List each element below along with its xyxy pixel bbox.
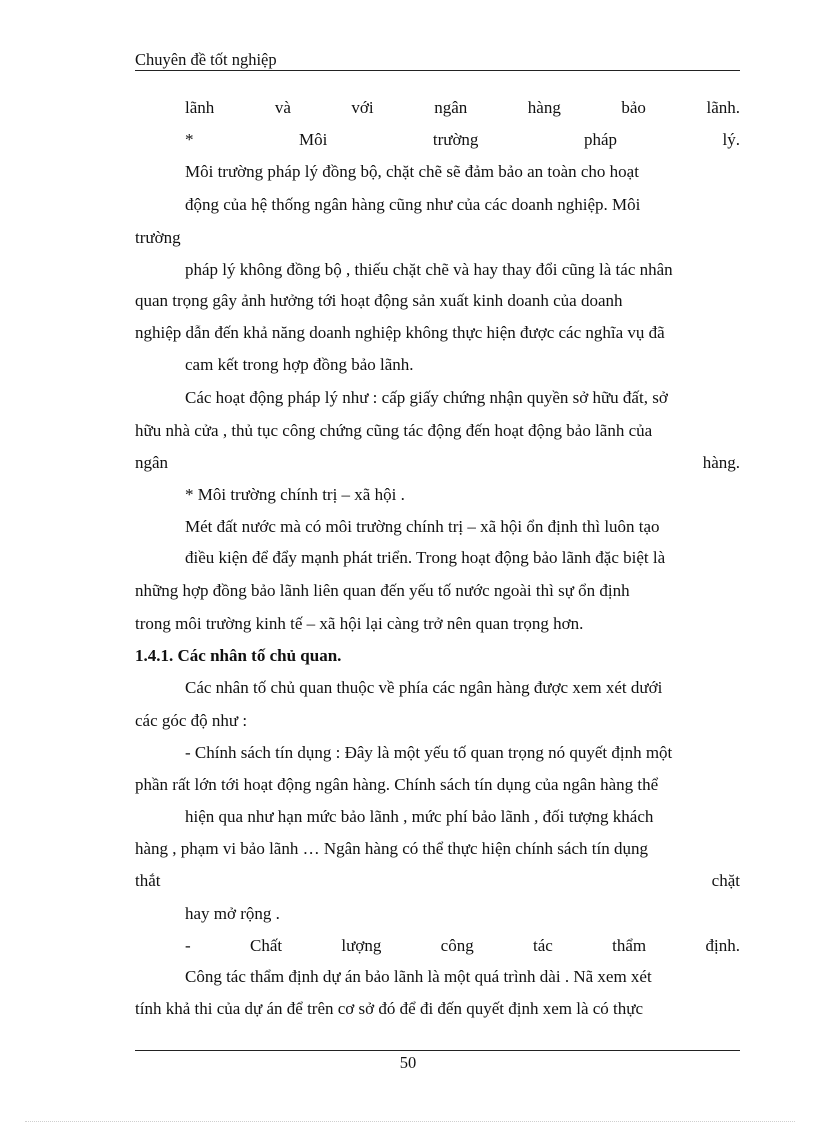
text-line: hay mở rộng .	[185, 904, 280, 923]
word: công	[440, 936, 474, 955]
page-edge-divider	[25, 1121, 795, 1122]
text-line: những hợp đồng bảo lãnh liên quan đến yếu tố nước ngoài thì sự ổn định	[135, 581, 630, 600]
footer-rule	[135, 1050, 740, 1051]
word: trường	[432, 130, 479, 149]
word: lãnh	[185, 98, 215, 117]
word: hàng.	[702, 453, 740, 472]
word: với	[351, 98, 374, 117]
text-line: các góc độ như :	[135, 711, 248, 730]
text-line: Các hoạt động pháp lý như : cấp giấy chứng nhận quyền sở hữu đất, sở	[185, 388, 668, 407]
text-line: hàng , phạm vi bảo lãnh … Ngân hàng có thể thực hiện chính sách tín dụng	[135, 839, 648, 858]
word: thắt	[135, 871, 161, 890]
text-line	[135, 453, 740, 473]
text-line: Các nhân tố chủ quan thuộc về phía các ngân hàng được xem xét dưới	[185, 678, 663, 697]
text-line: hiện qua như hạn mức bảo lãnh , mức phí bảo lãnh , đối tượng khách	[185, 807, 654, 826]
text-line: hữu nhà cửa , thủ tục công chứng cũng tác động đến hoạt động bảo lãnh của	[135, 421, 653, 440]
text-line: phần rất lớn tới hoạt động ngân hàng. Chính sách tín dụng của ngân hàng thể	[135, 775, 659, 794]
word: Môi	[299, 130, 328, 149]
word: pháp	[583, 130, 617, 149]
text-line	[135, 871, 740, 891]
text-line: Mét đất nước mà có môi trường chính trị – xã hội ổn định thì luôn tạo	[185, 517, 660, 536]
text-line: cam kết trong hợp đồng bảo lãnh.	[185, 355, 414, 374]
word: ngân	[434, 98, 468, 117]
word: chặt	[711, 871, 740, 890]
section-heading-1-4-1: 1.4.1. Các nhân tố chủ quan.	[135, 646, 342, 665]
text-line: pháp lý không đồng bộ , thiếu chặt chẽ và hay thay đổi cũng là tác nhân	[185, 260, 673, 279]
section-heading-political: * Môi trường chính trị – xã hội .	[185, 485, 405, 504]
word: và	[274, 98, 291, 117]
word: định.	[705, 936, 740, 955]
word: -	[185, 936, 191, 955]
word: thẩm	[612, 936, 647, 955]
word: ngân	[135, 453, 169, 472]
text-line: quan trọng gây ảnh hưởng tới hoạt động sản xuất kinh doanh của doanh	[135, 291, 623, 310]
text-line: tính khả thi của dự án để trên cơ sở đó để đi đến quyết định xem là có thực	[135, 999, 644, 1018]
text-line	[185, 98, 740, 118]
word: hàng	[527, 98, 561, 117]
page-number: 50	[399, 1053, 417, 1072]
text-line: trường	[135, 228, 181, 247]
word: tác	[533, 936, 553, 955]
text-line: Môi trường pháp lý đồng bộ, chặt chẽ sẽ đảm bảo an toàn cho hoạt	[185, 162, 639, 181]
text-line: nghiệp dẫn đến khả năng doanh nghiệp không thực hiện được các nghĩa vụ đã	[135, 323, 665, 342]
word: Chất	[249, 936, 283, 955]
text-line: điều kiện để đẩy mạnh phát triển. Trong hoạt động bảo lãnh đặc biệt là	[185, 548, 666, 567]
section-heading-legal	[185, 130, 740, 150]
header-title: Chuyên đề tốt nghiệp	[135, 50, 277, 69]
word: bảo	[621, 98, 646, 117]
text-line	[185, 936, 740, 956]
text-line: Công tác thẩm định dự án bảo lãnh là một quá trình dài . Nã xem xét	[185, 967, 652, 986]
word: *	[185, 130, 194, 149]
text-line: động của hệ thống ngân hàng cũng như của các doanh nghiệp. Môi	[185, 195, 641, 214]
word: lý.	[722, 130, 740, 149]
word: lượng	[341, 936, 382, 955]
text-line: - Chính sách tín dụng : Đây là một yếu tố quan trọng nó quyết định một	[185, 743, 673, 762]
word: lãnh.	[706, 98, 740, 117]
text-line: trong môi trường kinh tế – xã hội lại càng trở nên quan trọng hơn.	[135, 614, 584, 633]
